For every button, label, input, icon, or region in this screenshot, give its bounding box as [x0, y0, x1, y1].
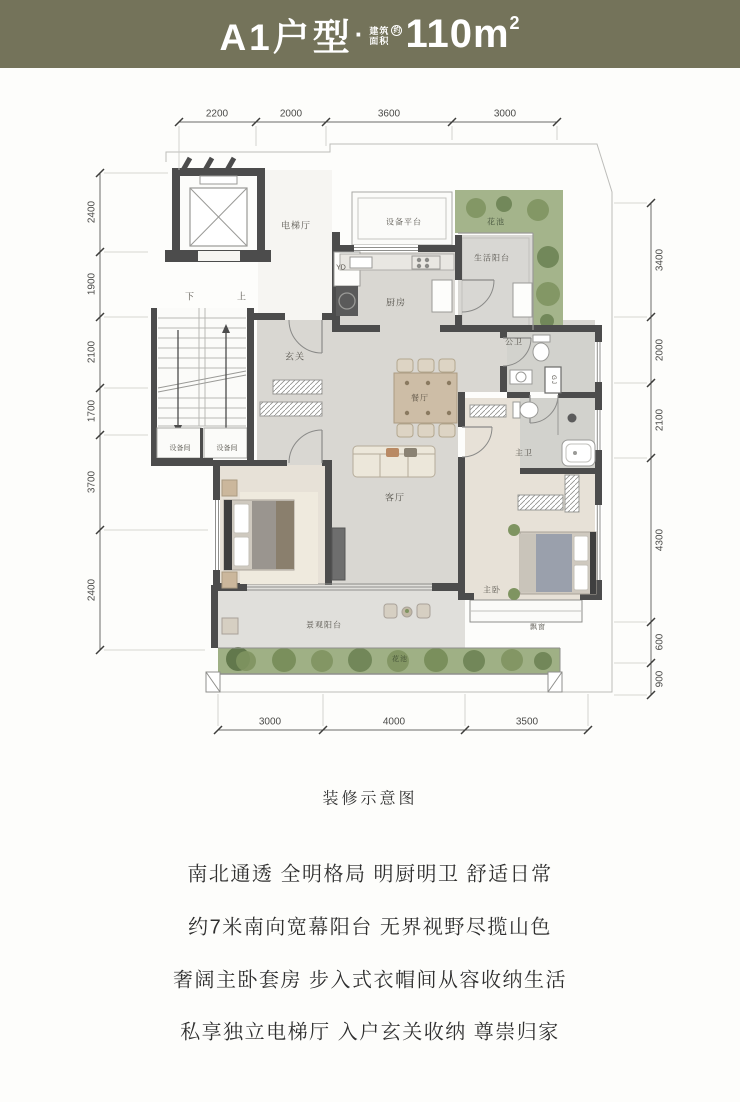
room-label-dining: 餐厅 [411, 393, 429, 403]
dim-top-1: 2200 [205, 108, 229, 120]
approx-badge: 约 [393, 26, 401, 34]
area-label [369, 26, 389, 46]
dim-bottom-3: 3500 [515, 716, 539, 728]
dim-bottom-1: 3000 [258, 716, 282, 728]
dim-left-4: 1700 [86, 399, 98, 423]
title-separator: · [354, 18, 364, 49]
room-label-equipment-room-left: 设备间 [169, 445, 191, 452]
room-label-flower-bed-top: 花池 [487, 217, 505, 227]
dim-right-4: 4300 [654, 528, 666, 552]
room-label-kitchen: 厨房 [385, 297, 407, 308]
dim-bottom-2: 4000 [382, 716, 406, 728]
room-label-equipment-platform: 设备平台 [386, 217, 422, 227]
room-label-gj-shaft: GJ [550, 375, 556, 385]
dim-left-1: 2400 [86, 200, 98, 224]
dim-top-3: 3600 [377, 108, 401, 120]
dim-right-5: 600 [654, 633, 666, 651]
dim-left-2: 1900 [86, 272, 98, 296]
area-label-line2: 面积 [369, 36, 390, 46]
plan-caption: 装修示意图 [322, 790, 418, 808]
room-label-master-bedroom: 主卧 [483, 585, 501, 595]
room-label-equipment-room-right: 设备间 [216, 445, 238, 452]
room-label-yd: YD [336, 264, 346, 272]
room-label-master-bath: 主卫 [515, 448, 533, 458]
dim-right-2: 2000 [654, 338, 666, 362]
floor-plan [0, 80, 740, 760]
description-line-1: 南北通透 全明格局 明厨明卫 舒适日常 [187, 863, 553, 886]
room-label-flower-bed-bottom: 花池 [392, 656, 408, 663]
room-label-foyer: 玄关 [284, 351, 306, 362]
room-label-life-balcony: 生活阳台 [474, 253, 510, 263]
header-banner [0, 0, 740, 68]
room-label-public-bath: 公卫 [505, 337, 523, 347]
dim-right-6: 900 [654, 670, 666, 688]
area-value: $110m^2$ [405, 11, 521, 56]
dim-top-2: 2000 [279, 108, 303, 120]
stairs-down-label: 下 [184, 291, 196, 302]
unit-name: A1户型 [219, 17, 353, 58]
description-line-4: 私享独立电梯厅 入户玄关收纳 尊崇归家 [180, 1021, 560, 1044]
stairs-up-label: 上 [236, 291, 248, 302]
dim-top-4: 3000 [493, 108, 517, 120]
area-superscript: 2 [509, 12, 521, 33]
room-label-living: 客厅 [384, 492, 406, 503]
dim-left-5: 3700 [86, 470, 98, 494]
dim-right-1: 3400 [654, 248, 666, 272]
room-label-view-balcony: 景观阳台 [306, 620, 342, 630]
description-line-2: 约7米南向宽幕阳台 无界视野尽揽山色 [188, 916, 552, 939]
dim-right-3: 2100 [654, 408, 666, 432]
dim-left-6: 2400 [86, 578, 98, 602]
area-label-line1: 建筑 [369, 26, 390, 36]
room-label-elevator-hall: 电梯厅 [280, 220, 312, 231]
room-label-bay-window: 飘窗 [530, 624, 546, 631]
floor-plan-drawing [0, 80, 740, 760]
description-line-3: 奢阔主卧套房 步入式衣帽间从容收纳生活 [172, 969, 568, 992]
dim-left-3: 2100 [86, 340, 98, 364]
